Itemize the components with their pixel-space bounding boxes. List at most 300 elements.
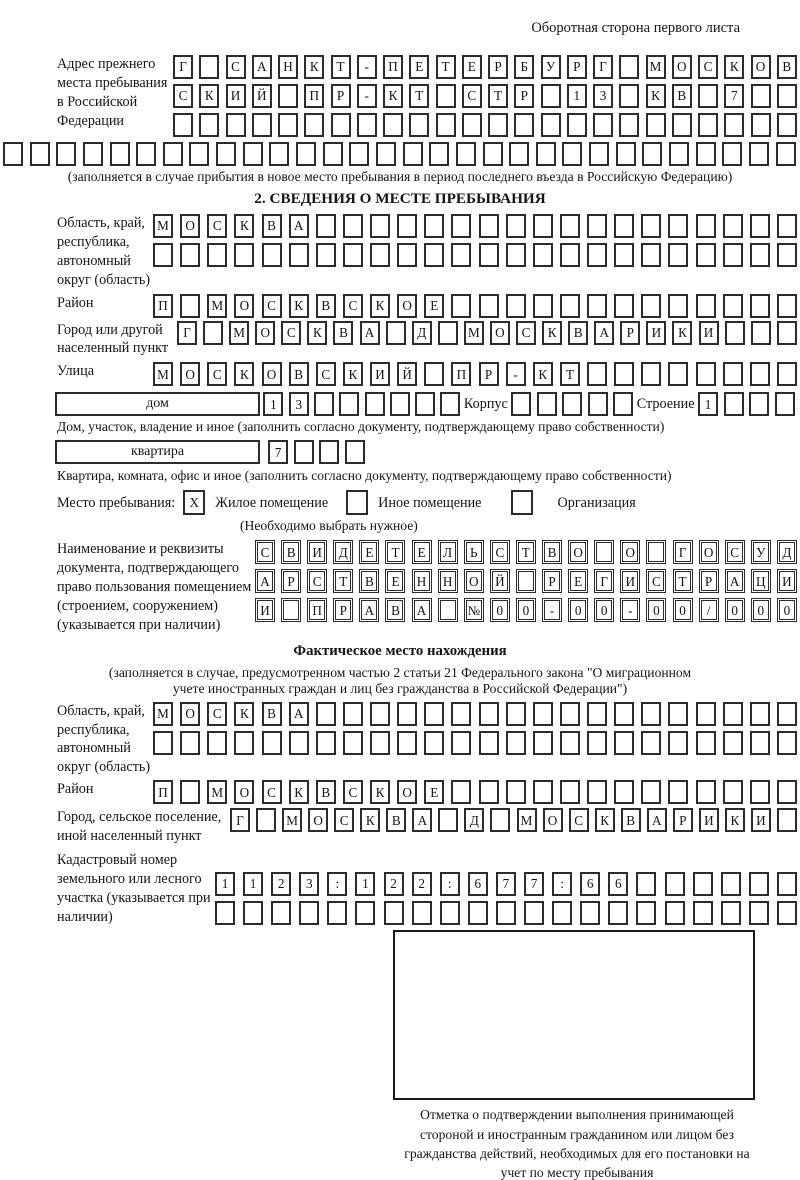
char-box[interactable] — [524, 901, 544, 925]
char-box[interactable]: К — [343, 362, 363, 386]
char-box[interactable]: : — [552, 872, 572, 896]
char-box[interactable] — [750, 294, 770, 318]
char-box[interactable]: В — [316, 294, 336, 318]
char-box[interactable] — [343, 702, 363, 726]
char-box[interactable] — [641, 243, 661, 267]
char-box[interactable] — [614, 731, 634, 755]
char-box[interactable]: 7 — [724, 84, 744, 108]
char-box[interactable] — [725, 321, 745, 345]
char-box[interactable] — [370, 243, 390, 267]
char-box[interactable]: В — [289, 362, 309, 386]
char-box[interactable]: В — [672, 84, 692, 108]
char-box[interactable]: К — [199, 84, 219, 108]
char-box[interactable] — [750, 702, 770, 726]
char-box[interactable]: : — [327, 872, 347, 896]
char-box[interactable] — [641, 214, 661, 238]
char-box[interactable] — [483, 142, 503, 166]
char-box[interactable] — [412, 901, 432, 925]
char-box[interactable]: В — [621, 808, 641, 832]
char-box[interactable]: О — [234, 294, 254, 318]
char-box[interactable] — [319, 440, 339, 464]
char-box[interactable]: 7 — [268, 440, 288, 464]
char-box[interactable]: Е — [424, 294, 444, 318]
char-box[interactable]: С — [462, 84, 482, 108]
char-box[interactable] — [438, 808, 458, 832]
char-box[interactable]: П — [307, 598, 327, 622]
char-box[interactable]: Ь — [464, 540, 484, 564]
char-box[interactable] — [668, 214, 688, 238]
char-box[interactable] — [365, 392, 385, 416]
char-box[interactable] — [777, 872, 797, 896]
char-box[interactable]: Е — [385, 569, 405, 593]
char-box[interactable] — [668, 362, 688, 386]
char-box[interactable]: А — [725, 569, 745, 593]
char-box[interactable] — [777, 731, 797, 755]
char-box[interactable]: О — [180, 362, 200, 386]
char-box[interactable] — [696, 780, 716, 804]
char-box[interactable] — [397, 214, 417, 238]
char-box[interactable]: Н — [278, 55, 298, 79]
char-box[interactable]: О — [397, 294, 417, 318]
char-box[interactable] — [440, 901, 460, 925]
char-box[interactable] — [479, 243, 499, 267]
char-box[interactable]: Д — [412, 321, 432, 345]
char-box[interactable]: С — [316, 362, 336, 386]
char-box[interactable]: - — [542, 598, 562, 622]
char-box[interactable]: - — [357, 84, 377, 108]
char-box[interactable] — [587, 702, 607, 726]
char-box[interactable] — [614, 702, 634, 726]
char-box[interactable] — [256, 808, 276, 832]
char-box[interactable]: С — [207, 702, 227, 726]
char-box[interactable] — [587, 362, 607, 386]
char-box[interactable] — [199, 55, 219, 79]
char-box[interactable] — [696, 214, 716, 238]
char-box[interactable] — [110, 142, 130, 166]
char-box[interactable]: М — [646, 55, 666, 79]
char-box[interactable]: Б — [514, 55, 534, 79]
char-box[interactable] — [777, 243, 797, 267]
char-box[interactable] — [451, 243, 471, 267]
char-box[interactable]: Л — [438, 540, 458, 564]
char-box[interactable] — [357, 113, 377, 137]
char-box[interactable] — [83, 142, 103, 166]
char-box[interactable]: А — [255, 569, 275, 593]
char-box[interactable]: К — [595, 808, 615, 832]
char-box[interactable] — [509, 142, 529, 166]
char-box[interactable] — [567, 113, 587, 137]
char-box[interactable] — [262, 731, 282, 755]
char-box[interactable] — [614, 780, 634, 804]
char-box[interactable] — [698, 113, 718, 137]
char-box[interactable]: Г — [173, 55, 193, 79]
char-box[interactable]: С — [646, 569, 666, 593]
char-box[interactable]: Д — [333, 540, 353, 564]
char-box[interactable]: Р — [281, 569, 301, 593]
char-box[interactable]: К — [672, 321, 692, 345]
char-box[interactable] — [723, 214, 743, 238]
char-box[interactable] — [562, 142, 582, 166]
char-box[interactable] — [506, 214, 526, 238]
char-box[interactable] — [436, 84, 456, 108]
char-box[interactable]: О — [234, 780, 254, 804]
char-box[interactable]: К — [370, 294, 390, 318]
char-box[interactable] — [668, 702, 688, 726]
char-box[interactable]: В — [262, 702, 282, 726]
char-box[interactable] — [234, 243, 254, 267]
char-box[interactable]: С — [262, 780, 282, 804]
char-box[interactable] — [343, 243, 363, 267]
char-box[interactable]: 6 — [580, 872, 600, 896]
char-box[interactable]: А — [594, 321, 614, 345]
char-box[interactable]: О — [308, 808, 328, 832]
dom-box[interactable]: дом — [55, 392, 260, 416]
char-box[interactable]: К — [360, 808, 380, 832]
char-box[interactable] — [496, 901, 516, 925]
char-box[interactable]: Е — [359, 540, 379, 564]
char-box[interactable] — [424, 214, 444, 238]
char-box[interactable]: 0 — [725, 598, 745, 622]
char-box[interactable] — [723, 243, 743, 267]
char-box[interactable]: Е — [409, 55, 429, 79]
char-box[interactable] — [619, 84, 639, 108]
char-box[interactable] — [560, 294, 580, 318]
char-box[interactable] — [723, 702, 743, 726]
char-box[interactable]: В — [333, 321, 353, 345]
char-box[interactable] — [289, 243, 309, 267]
char-box[interactable]: И — [751, 808, 771, 832]
char-box[interactable] — [136, 142, 156, 166]
char-box[interactable]: И — [370, 362, 390, 386]
char-box[interactable] — [723, 362, 743, 386]
char-box[interactable]: Т — [516, 540, 536, 564]
char-box[interactable] — [560, 702, 580, 726]
char-box[interactable] — [180, 294, 200, 318]
char-box[interactable] — [696, 243, 716, 267]
char-box[interactable] — [668, 243, 688, 267]
char-box[interactable] — [696, 731, 716, 755]
char-box[interactable]: А — [412, 808, 432, 832]
char-box[interactable] — [424, 731, 444, 755]
char-box[interactable]: К — [383, 84, 403, 108]
char-box[interactable]: И — [307, 540, 327, 564]
char-box[interactable] — [594, 540, 614, 564]
char-box[interactable] — [580, 901, 600, 925]
char-box[interactable]: Т — [560, 362, 580, 386]
char-box[interactable] — [331, 113, 351, 137]
char-box[interactable]: С — [343, 780, 363, 804]
char-box[interactable] — [429, 142, 449, 166]
char-box[interactable] — [226, 113, 246, 137]
char-box[interactable]: Й — [252, 84, 272, 108]
char-box[interactable]: 0 — [777, 598, 797, 622]
char-box[interactable] — [349, 142, 369, 166]
char-box[interactable] — [641, 702, 661, 726]
char-box[interactable]: К — [234, 702, 254, 726]
char-box[interactable] — [296, 142, 316, 166]
char-box[interactable] — [269, 142, 289, 166]
char-box[interactable] — [173, 113, 193, 137]
char-box[interactable] — [299, 901, 319, 925]
char-box[interactable] — [750, 243, 770, 267]
char-box[interactable] — [479, 294, 499, 318]
char-box[interactable]: К — [234, 362, 254, 386]
char-box[interactable]: - — [620, 598, 640, 622]
char-box[interactable] — [479, 731, 499, 755]
char-box[interactable]: - — [357, 55, 377, 79]
char-box[interactable] — [215, 901, 235, 925]
char-box[interactable] — [403, 142, 423, 166]
char-box[interactable]: Н — [438, 569, 458, 593]
char-box[interactable] — [749, 872, 769, 896]
char-box[interactable]: - — [506, 362, 526, 386]
char-box[interactable] — [751, 113, 771, 137]
char-box[interactable]: К — [533, 362, 553, 386]
char-box[interactable]: Е — [462, 55, 482, 79]
confirmation-stamp-box[interactable] — [393, 930, 755, 1100]
char-box[interactable] — [153, 243, 173, 267]
char-box[interactable] — [722, 142, 742, 166]
char-box[interactable]: К — [307, 321, 327, 345]
char-box[interactable] — [451, 731, 471, 755]
char-box[interactable]: О — [490, 321, 510, 345]
char-box[interactable] — [777, 321, 797, 345]
char-box[interactable] — [424, 362, 444, 386]
char-box[interactable]: И — [777, 569, 797, 593]
char-box[interactable] — [199, 113, 219, 137]
char-box[interactable]: М — [207, 780, 227, 804]
char-box[interactable] — [163, 142, 183, 166]
char-box[interactable]: 0 — [568, 598, 588, 622]
char-box[interactable]: Д — [777, 540, 797, 564]
char-box[interactable]: К — [370, 780, 390, 804]
char-box[interactable]: С — [698, 55, 718, 79]
char-box[interactable]: М — [153, 214, 173, 238]
char-box[interactable] — [777, 362, 797, 386]
char-box[interactable]: 2 — [271, 872, 291, 896]
char-box[interactable] — [750, 362, 770, 386]
char-box[interactable]: И — [699, 321, 719, 345]
char-box[interactable] — [619, 113, 639, 137]
char-box[interactable]: С — [516, 321, 536, 345]
char-box[interactable] — [511, 392, 531, 416]
char-box[interactable] — [775, 392, 795, 416]
char-box[interactable]: А — [252, 55, 272, 79]
char-box[interactable] — [514, 113, 534, 137]
char-box[interactable] — [721, 901, 741, 925]
char-box[interactable] — [696, 362, 716, 386]
char-box[interactable] — [560, 780, 580, 804]
char-box[interactable] — [589, 142, 609, 166]
char-box[interactable] — [339, 392, 359, 416]
char-box[interactable] — [777, 780, 797, 804]
char-box[interactable] — [440, 392, 460, 416]
char-box[interactable] — [390, 392, 410, 416]
char-box[interactable] — [386, 321, 406, 345]
char-box[interactable]: У — [541, 55, 561, 79]
char-box[interactable] — [536, 142, 556, 166]
char-box[interactable]: С — [334, 808, 354, 832]
char-box[interactable] — [424, 702, 444, 726]
char-box[interactable]: Р — [488, 55, 508, 79]
char-box[interactable]: П — [153, 294, 173, 318]
char-box[interactable] — [672, 113, 692, 137]
char-box[interactable] — [668, 294, 688, 318]
char-box[interactable] — [750, 780, 770, 804]
char-box[interactable] — [777, 901, 797, 925]
char-box[interactable]: В — [359, 569, 379, 593]
char-box[interactable]: Т — [333, 569, 353, 593]
char-box[interactable] — [693, 901, 713, 925]
char-box[interactable]: В — [568, 321, 588, 345]
char-box[interactable] — [537, 392, 557, 416]
char-box[interactable]: М — [282, 808, 302, 832]
char-box[interactable]: С — [569, 808, 589, 832]
char-box[interactable]: Е — [412, 540, 432, 564]
char-box[interactable]: В — [385, 598, 405, 622]
char-box[interactable]: И — [255, 598, 275, 622]
char-box[interactable] — [777, 84, 797, 108]
char-box[interactable]: Е — [424, 780, 444, 804]
char-box[interactable] — [668, 780, 688, 804]
char-box[interactable] — [189, 142, 209, 166]
char-box[interactable]: Ц — [751, 569, 771, 593]
char-box[interactable] — [516, 569, 536, 593]
char-box[interactable] — [304, 113, 324, 137]
char-box[interactable]: О — [180, 214, 200, 238]
char-box[interactable]: 0 — [751, 598, 771, 622]
char-box[interactable] — [533, 780, 553, 804]
char-box[interactable] — [207, 731, 227, 755]
char-box[interactable]: 0 — [490, 598, 510, 622]
char-box[interactable]: О — [397, 780, 417, 804]
char-box[interactable]: П — [451, 362, 471, 386]
char-box[interactable] — [451, 214, 471, 238]
char-box[interactable]: М — [207, 294, 227, 318]
char-box[interactable] — [370, 731, 390, 755]
char-box[interactable] — [749, 142, 769, 166]
char-box[interactable] — [724, 392, 744, 416]
char-box[interactable] — [665, 901, 685, 925]
char-box[interactable] — [506, 780, 526, 804]
char-box[interactable] — [641, 294, 661, 318]
char-box[interactable] — [462, 113, 482, 137]
char-box[interactable] — [490, 808, 510, 832]
char-box[interactable] — [750, 731, 770, 755]
mesto-checkbox-inoe[interactable] — [346, 490, 368, 515]
char-box[interactable]: И — [646, 321, 666, 345]
char-box[interactable] — [669, 142, 689, 166]
char-box[interactable]: Г — [177, 321, 197, 345]
char-box[interactable]: 6 — [468, 872, 488, 896]
char-box[interactable] — [614, 362, 634, 386]
char-box[interactable]: К — [304, 55, 324, 79]
char-box[interactable] — [723, 294, 743, 318]
char-box[interactable]: С — [262, 294, 282, 318]
char-box[interactable]: У — [751, 540, 771, 564]
char-box[interactable]: 0 — [646, 598, 666, 622]
char-box[interactable] — [541, 84, 561, 108]
char-box[interactable] — [668, 731, 688, 755]
char-box[interactable]: О — [751, 55, 771, 79]
char-box[interactable]: С — [226, 55, 246, 79]
char-box[interactable] — [438, 598, 458, 622]
char-box[interactable] — [506, 243, 526, 267]
char-box[interactable]: В — [281, 540, 301, 564]
char-box[interactable] — [636, 901, 656, 925]
char-box[interactable]: В — [542, 540, 562, 564]
char-box[interactable]: 2 — [412, 872, 432, 896]
char-box[interactable]: Р — [479, 362, 499, 386]
char-box[interactable]: 1 — [243, 872, 263, 896]
char-box[interactable] — [587, 780, 607, 804]
char-box[interactable] — [506, 702, 526, 726]
char-box[interactable]: П — [304, 84, 324, 108]
char-box[interactable]: С — [490, 540, 510, 564]
char-box[interactable] — [751, 321, 771, 345]
char-box[interactable]: 7 — [524, 872, 544, 896]
char-box[interactable] — [153, 731, 173, 755]
char-box[interactable]: Р — [620, 321, 640, 345]
char-box[interactable]: Р — [333, 598, 353, 622]
char-box[interactable] — [587, 731, 607, 755]
char-box[interactable]: Г — [673, 540, 693, 564]
char-box[interactable]: Н — [412, 569, 432, 593]
char-box[interactable]: 7 — [496, 872, 516, 896]
char-box[interactable] — [234, 731, 254, 755]
char-box[interactable] — [721, 872, 741, 896]
char-box[interactable]: К — [542, 321, 562, 345]
char-box[interactable] — [698, 84, 718, 108]
char-box[interactable]: О — [568, 540, 588, 564]
char-box[interactable]: Р — [567, 55, 587, 79]
char-box[interactable]: М — [153, 702, 173, 726]
char-box[interactable] — [323, 142, 343, 166]
char-box[interactable] — [560, 214, 580, 238]
char-box[interactable] — [552, 901, 572, 925]
char-box[interactable]: 0 — [516, 598, 536, 622]
char-box[interactable]: К — [234, 214, 254, 238]
char-box[interactable]: 3 — [289, 392, 309, 416]
char-box[interactable]: В — [386, 808, 406, 832]
mesto-checkbox-zhiloe[interactable]: X — [183, 490, 205, 515]
char-box[interactable] — [641, 780, 661, 804]
char-box[interactable] — [243, 142, 263, 166]
char-box[interactable] — [3, 142, 23, 166]
mesto-checkbox-org[interactable] — [511, 490, 533, 515]
char-box[interactable] — [560, 243, 580, 267]
char-box[interactable] — [533, 294, 553, 318]
char-box[interactable] — [587, 214, 607, 238]
char-box[interactable]: М — [517, 808, 537, 832]
char-box[interactable]: 1 — [567, 84, 587, 108]
char-box[interactable]: С — [307, 569, 327, 593]
char-box[interactable]: В — [316, 780, 336, 804]
char-box[interactable] — [216, 142, 236, 166]
char-box[interactable] — [488, 113, 508, 137]
char-box[interactable] — [438, 321, 458, 345]
char-box[interactable]: № — [464, 598, 484, 622]
char-box[interactable]: Е — [568, 569, 588, 593]
char-box[interactable]: С — [207, 214, 227, 238]
char-box[interactable] — [560, 731, 580, 755]
char-box[interactable] — [608, 901, 628, 925]
char-box[interactable]: Р — [699, 569, 719, 593]
char-box[interactable]: М — [153, 362, 173, 386]
char-box[interactable] — [281, 598, 301, 622]
char-box[interactable]: Т — [385, 540, 405, 564]
char-box[interactable]: В — [777, 55, 797, 79]
